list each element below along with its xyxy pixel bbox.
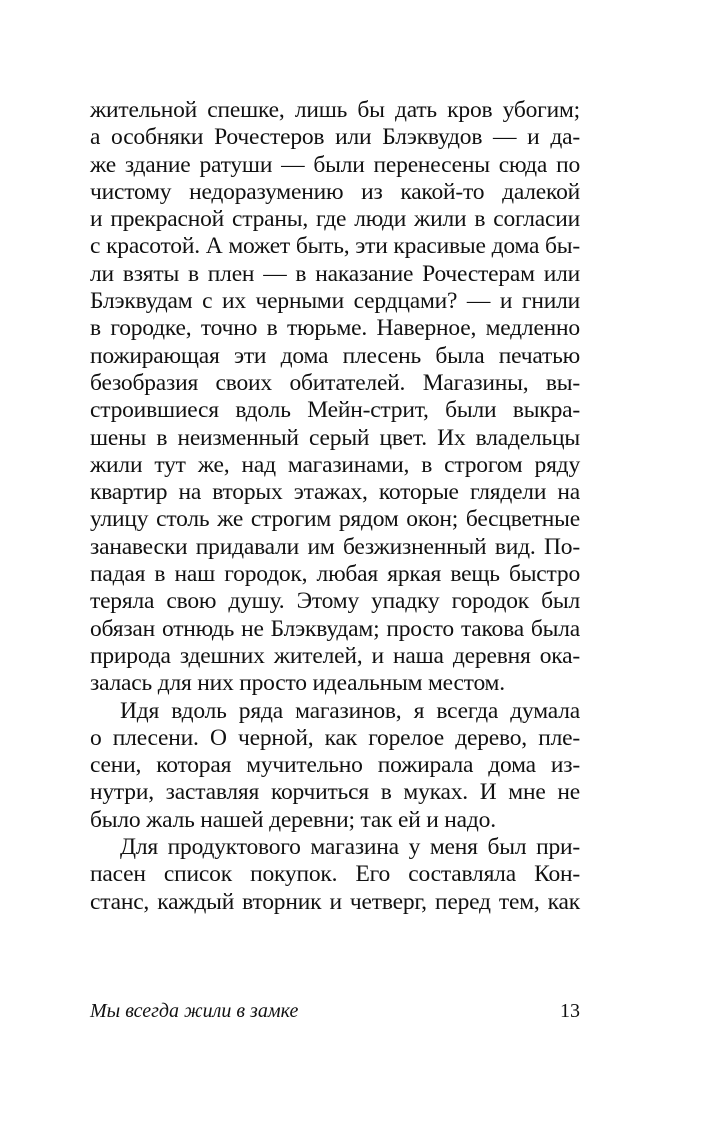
text-line: чистому недоразумению из какой-то далекой	[90, 178, 580, 205]
text-line: жили тут же, над магазинами, в строгом ряду	[90, 451, 580, 478]
text-line: залась для них просто идеальным местом.	[90, 670, 505, 697]
text-line: пасен список покупок. Его составляла Кон-	[90, 861, 580, 888]
text-line: безобразия своих обитателей. Магазины, вы-	[90, 369, 580, 396]
text-line: сени, которая мучительно пожирала дома из-	[90, 752, 580, 779]
text-line: занавески придавали им безжизненный вид. По-	[90, 533, 580, 560]
text-line: нутри, заставляя корчиться в муках. И мне не	[90, 779, 580, 806]
paragraph-first-line: Идя вдоль ряда магазинов, я всегда думала	[120, 697, 580, 724]
text-line: ли взяты в плен — в наказание Рочестерам или	[90, 260, 580, 287]
body-text	[90, 97, 580, 916]
paragraph-first-line: Для продуктового магазина у меня был при-	[120, 834, 580, 861]
text-line: Блэквудам с их черными сердцами? — и гнили	[90, 288, 580, 315]
text-line: станс, каждый вторник и четверг, перед тем, как	[90, 888, 580, 915]
running-footer	[90, 997, 580, 1027]
text-line: а особняки Рочестеров или Блэквудов — и да-	[90, 124, 580, 151]
text-line: и прекрасной страны, где люди жили в согласии	[90, 206, 580, 233]
text-line: жительной спешке, лишь бы дать кров убогим;	[90, 97, 580, 123]
text-line: шены в неизменный серый цвет. Их владельцы	[90, 424, 580, 451]
text-line: квартир на вторых этажах, которые глядели на	[90, 479, 580, 506]
text-line: природа здешних жителей, и наша деревня ока-	[90, 642, 580, 669]
text-line: теряла свою душу. Этому упадку городок был	[90, 588, 580, 615]
text-line: же здание ратуши — были перенесены сюда по	[90, 151, 580, 178]
text-line: пожирающая эти дома плесень была печатью	[90, 342, 580, 369]
text-line: улицу столь же строгим рядом окон; бесцветные	[90, 506, 580, 533]
text-line: было жаль нашей деревни; так ей и надо.	[90, 806, 496, 833]
text-line: в городке, точно в тюрьме. Наверное, медленно	[90, 315, 580, 342]
text-line: обязан отнюдь не Блэквудам; просто такова была	[90, 615, 580, 642]
text-line: с красотой. А может быть, эти красивые дома бы-	[90, 233, 580, 260]
text-line: о плесени. О черной, как горелое дерево, пле-	[90, 724, 580, 751]
page-number: 13	[560, 1000, 580, 1022]
text-line: падая в наш городок, любая яркая вещь быстро	[90, 561, 580, 588]
text-line: строившиеся вдоль Мейн-стрит, были выкра-	[90, 397, 580, 424]
book-title: Мы всегда жили в замке	[90, 1000, 299, 1022]
